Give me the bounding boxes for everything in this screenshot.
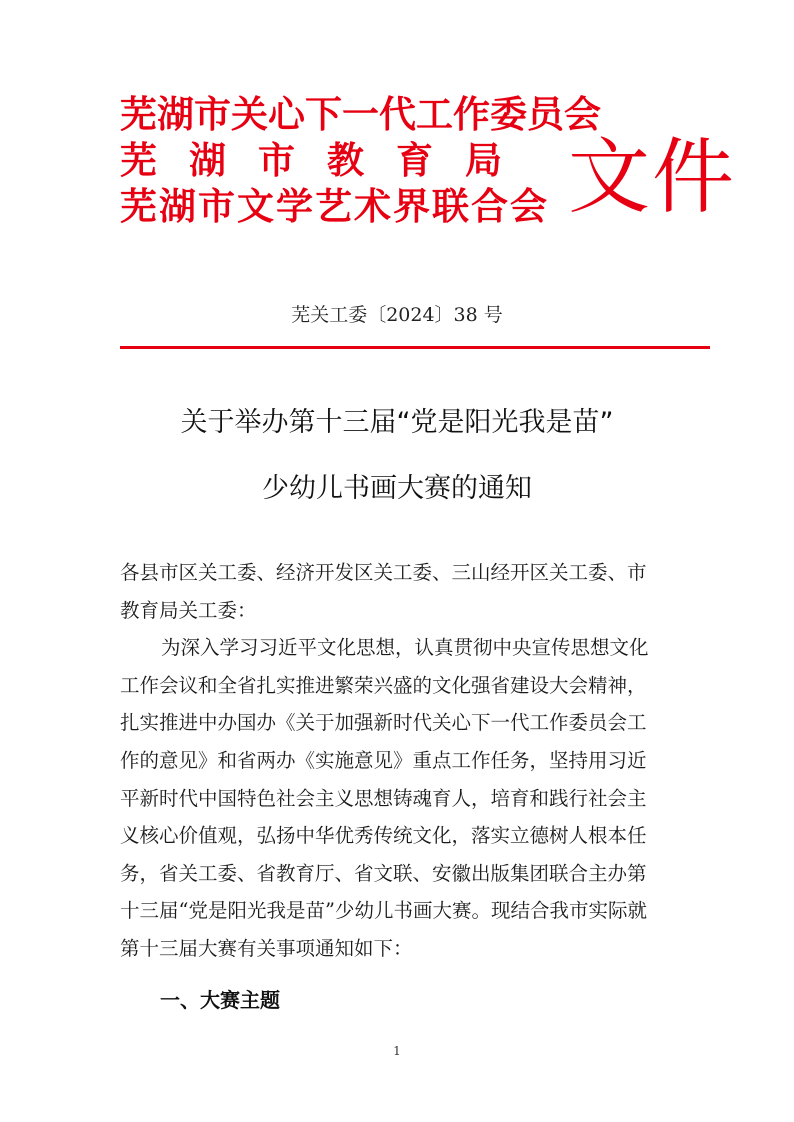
- body-line: 务，省关工委、省教育厅、省文联、安徽出版集团联合主办第: [120, 861, 647, 885]
- document-number: 芜关工委〔2024〕38 号: [291, 304, 503, 326]
- body-line: 作的意见》和省两办《实施意见》重点工作任务，坚持用习近: [120, 748, 647, 772]
- body-line: 义核心价值观，弘扬中华优秀传统文化，落实立德树人根本任: [120, 824, 647, 848]
- issuing-organizations: [120, 92, 601, 230]
- page-number: 1: [393, 1044, 401, 1058]
- body-line: 工作会议和全省扎实推进繁荣兴盛的文化强省建设大会精神，: [120, 673, 647, 697]
- notice-body: [120, 554, 680, 968]
- body-line: 第十三届大赛有关事项通知如下：: [120, 936, 413, 960]
- body-line: 平新时代中国特色社会主义思想铸魂育人，培育和践行社会主: [120, 786, 647, 810]
- document-type-label: 文件: [568, 130, 737, 225]
- red-divider-line: [120, 346, 710, 349]
- issuer-guangongwei: 芜湖市关心下一代工作委员会: [120, 93, 601, 136]
- section-heading-theme: 一、大赛主题: [160, 988, 280, 1012]
- body-line-addressee: 各县市区关工委、经济开发区关工委、三山经开区关工委、市: [120, 561, 647, 584]
- issuer-federation-literary-art: 芜湖市文学艺术界联合会: [120, 185, 549, 228]
- body-line: 十三届“党是阳光我是苗”少幼儿书画大赛。现结合我市实际就: [120, 899, 647, 923]
- notice-title-line-1: 关于举办第十三届“党是阳光我是苗”: [180, 407, 614, 438]
- issuer-education-bureau: 芜湖市教育局: [120, 139, 534, 182]
- notice-title-line-2: 少幼儿书画大赛的通知: [262, 473, 532, 504]
- body-line-addressee-cont: 教育局关工委：: [120, 598, 257, 622]
- body-line: 扎实推进中办国办《关于加强新时代关心下一代工作委员会工: [120, 711, 647, 735]
- body-line-paragraph-start: 为深入学习习近平文化思想，认真贯彻中央宣传思想文化: [161, 636, 649, 660]
